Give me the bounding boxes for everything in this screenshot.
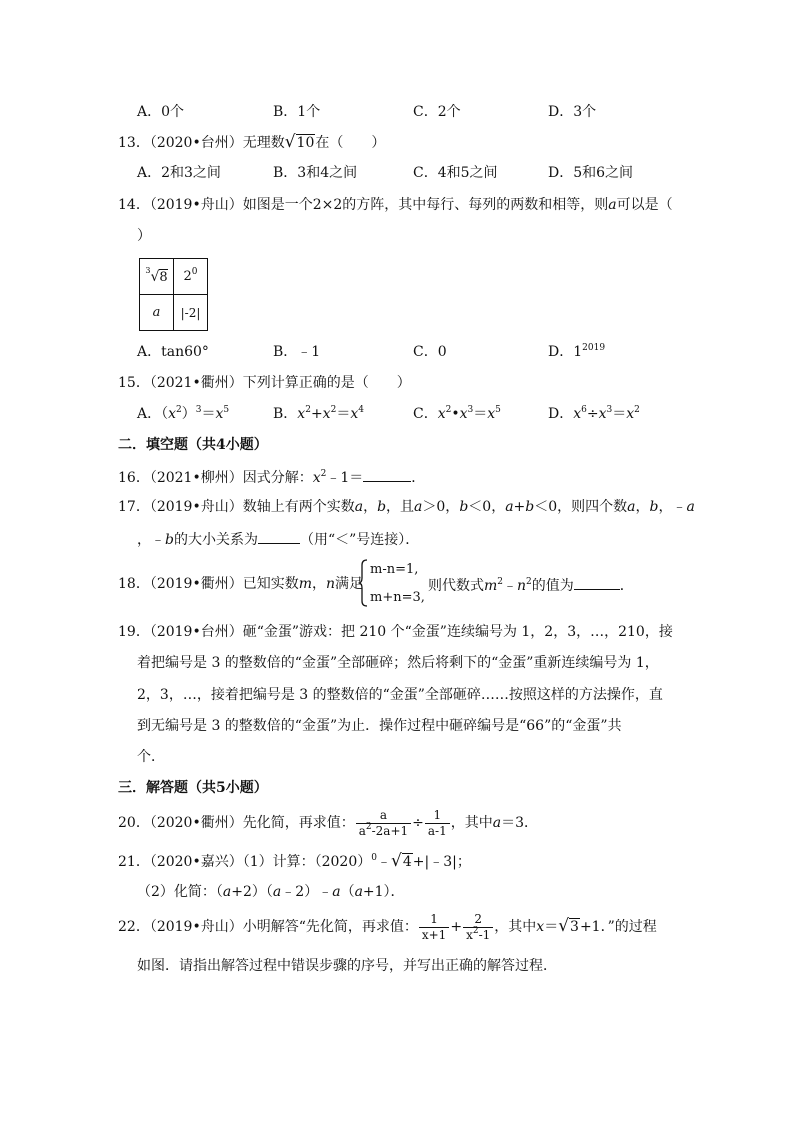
fraction: $\frac{1}{a-1}$ (425, 808, 450, 839)
question-21: 21．（2020•嘉兴）（1）计算：$(2020)^0﹣√4+|﹣3|$； (118, 851, 471, 871)
answer-blank (363, 467, 411, 482)
question-16: 16．（2021•柳州）因式分解：$x^2﹣1=$ ． (118, 469, 426, 486)
question-21-part-2: （2）化简：（a+2）（a﹣2）﹣a（a+1）． (137, 884, 405, 900)
question-19-line-3: 2，3，…，接着把编号是 3 的整数倍的“金蛋”全部砸碎……按照这样的方法操作，直 (137, 687, 663, 703)
question-20: 20．（2020•衢州）先化简，再求值： $\frac{a}{a^2-2a+1}$ ÷ $\frac{1}{a-1}$ ，其中a＝3． (118, 807, 538, 838)
equation-2: m+n=3, (370, 590, 425, 605)
matrix-cell-power: $2^0$ (174, 259, 208, 295)
section-3-heading: 三．解答题（共5小题） (118, 780, 268, 796)
question-22: 22．（2019•舟山）小明解答“先化简，再求值： $\frac{1}{x+1}$ + $\frac{2}{x^2-1}$ ，其中x＝√3+1．”的过程 (118, 906, 657, 946)
matrix-cell-a: a (140, 295, 174, 331)
system-brace (358, 559, 368, 607)
q15-option-b: B．$x^2+x^2=x^4$ (273, 405, 364, 422)
q13-option-b: B．3和4之间 (273, 165, 358, 181)
q14-option-c: C．0 (413, 344, 447, 360)
sqrt-symbol: √4 (390, 851, 412, 871)
question-19-line-4: 到无编号是 3 的整数倍的“金蛋”为止．操作过程中砸碎编号是“66”的“金蛋”共 (137, 718, 622, 734)
q12-option-c: C．2个 (413, 104, 461, 120)
sqrt-symbol: √3 (558, 916, 579, 936)
q14-option-d: D．$1^{2019}$ (548, 343, 606, 360)
q15-option-a: A．$(x^2)^3=x^5$ (137, 405, 230, 422)
matrix-cell-abs: |-2| (174, 295, 208, 331)
question-18-tail: 则代数式$m^2﹣n^2$的值为 ． (428, 577, 634, 594)
question-19-line-2: 着把编号是 3 的整数倍的“金蛋”全部砸碎；然后将剩下的“金蛋”重新连续编号为 1， (137, 655, 659, 671)
section-2-heading: 二．填空题（共4小题） (118, 437, 268, 453)
question-14: 14．（2019•舟山）如图是一个2×2的方阵，其中每行、每列的两数和相等，则a可以是（ (118, 197, 673, 213)
question-17-cont: ，﹣b的大小关系为 （用“＜”号连接）． (137, 529, 419, 549)
equation-1: m-n=1, (370, 562, 419, 577)
question-22-line-2: 如图．请指出解答过程中错误步骤的序号，并写出正确的解答过程． (137, 958, 557, 974)
question-14-paren: ） (137, 228, 151, 244)
q15-option-d: D．$x^6\div x^3=x^2$ (548, 405, 640, 422)
q12-option-b: B．1个 (273, 104, 321, 120)
q12-option-d: D．3个 (548, 104, 597, 120)
q15-option-c: C．$x^2•x^3=x^5$ (413, 405, 501, 422)
question-13: 13．（2020•台州）无理数√10在（ ） (118, 132, 386, 152)
question-19-line-5: 个． (137, 749, 165, 765)
question-19-line-1: 19．（2019•台州）砸“金蛋”游戏：把 210 个“金蛋”连续编号为 1，2，3，…，210，接 (118, 624, 673, 640)
q13-option-d: D．5和6之间 (548, 165, 634, 181)
q14-option-a: A．tan60° (137, 344, 209, 360)
question-17: 17．（2019•舟山）数轴上有两个实数a，b，且a＞0，b＜0，a+b＜0，则四个数a，b，﹣a (118, 499, 695, 515)
matrix-cell-cube-root: $^3$√8 (140, 259, 174, 295)
sqrt-symbol: √10 (284, 132, 315, 152)
q13-option-a: A．2和3之间 (137, 165, 221, 181)
question-18: 18．（2019•衢州）已知实数m，n满足 (118, 576, 364, 592)
fraction: $\frac{a}{a^2-2a+1}$ (356, 808, 411, 839)
q14-option-b: B．﹣1 (273, 344, 321, 360)
q14-matrix (139, 258, 208, 331)
fraction: $\frac{2}{x^2-1}$ (463, 912, 493, 943)
q13-option-c: C．4和5之间 (413, 165, 498, 181)
fraction: $\frac{1}{x+1}$ (419, 912, 449, 943)
answer-blank (258, 529, 300, 544)
q12-option-a: A．0个 (137, 104, 185, 120)
answer-blank (574, 575, 620, 590)
question-15: 15．（2021•衢州）下列计算正确的是（ ） (118, 375, 411, 391)
